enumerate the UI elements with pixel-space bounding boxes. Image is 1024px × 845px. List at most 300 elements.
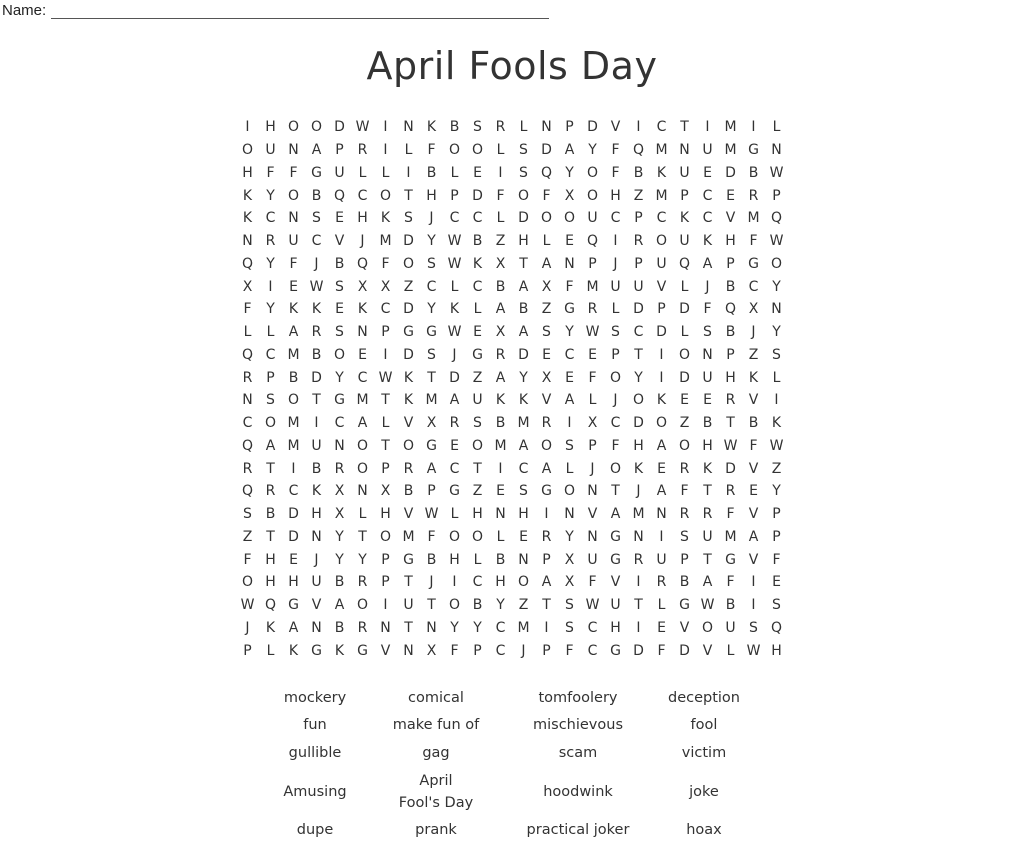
grid-letter: S [772, 597, 781, 614]
grid-letter: I [751, 574, 756, 591]
grid-letter: W [769, 233, 784, 250]
grid-letter: H [725, 369, 736, 386]
word-item: hoax [686, 822, 722, 839]
grid-letter: Q [241, 437, 254, 454]
grid-letter: G [357, 642, 368, 659]
grid-letter: N [311, 528, 322, 545]
grid-letter: T [519, 255, 528, 272]
grid-letter: Z [518, 597, 529, 614]
grid-row [236, 344, 788, 367]
grid-letter: G [288, 597, 299, 614]
grid-letter: U [311, 437, 322, 454]
word-item: dupe [296, 822, 334, 839]
grid-letter: A [541, 574, 552, 591]
name-label: Name: [2, 2, 47, 19]
grid-letter: O [448, 142, 461, 159]
grid-letter: I [659, 528, 664, 545]
grid-letter: E [289, 551, 298, 568]
grid-letter: X [587, 415, 598, 432]
name-field[interactable] [2, 2, 549, 19]
grid-letter: T [381, 437, 390, 454]
grid-letter: U [702, 369, 713, 386]
grid-letter: E [335, 301, 344, 318]
word-item: hoodwink [543, 783, 613, 800]
grid-letter: L [243, 324, 252, 341]
grid-letter: H [380, 506, 391, 523]
grid-letter: R [702, 506, 713, 523]
grid-letter: L [266, 324, 275, 341]
grid-letter: O [609, 369, 622, 386]
grid-letter: W [424, 506, 439, 523]
grid-letter: I [452, 574, 457, 591]
grid-letter: K [449, 301, 460, 318]
word-item: gag [422, 744, 450, 761]
grid-letter: Y [634, 369, 643, 386]
grid-letter: A [656, 437, 667, 454]
name-blank-line[interactable] [51, 4, 549, 19]
grid-letter: S [335, 324, 344, 341]
grid-letter: P [243, 642, 252, 659]
grid-letter: O [310, 119, 323, 136]
grid-row [236, 366, 788, 389]
grid-letter: K [472, 255, 483, 272]
grid-letter: Y [335, 528, 344, 545]
grid-letter: I [751, 119, 756, 136]
grid-letter: F [496, 187, 505, 204]
grid-letter: T [404, 619, 413, 636]
grid-letter: H [472, 506, 483, 523]
grid-letter: X [426, 415, 437, 432]
grid-letter: N [288, 142, 299, 159]
grid-letter: E [749, 483, 758, 500]
grid-letter: S [519, 164, 528, 181]
grid-letter: Q [586, 233, 599, 250]
grid-letter: I [636, 119, 641, 136]
grid-letter: C [518, 460, 529, 477]
grid-letter: G [334, 392, 345, 409]
word-bank-row [250, 712, 770, 740]
word-item: gullible [288, 744, 342, 761]
grid-letter: F [680, 483, 689, 500]
grid-letter: F [749, 233, 758, 250]
grid-letter: Z [495, 233, 506, 250]
grid-letter: Q [540, 164, 553, 181]
grid-letter: Y [450, 619, 459, 636]
grid-letter: A [288, 619, 299, 636]
grid-letter: L [680, 278, 689, 295]
grid-letter: D [288, 506, 299, 523]
grid-letter: B [472, 233, 483, 250]
grid-row [236, 435, 788, 458]
grid-letter: X [380, 278, 391, 295]
grid-letter: Y [519, 369, 528, 386]
grid-letter: A [357, 415, 368, 432]
grid-letter: H [265, 119, 276, 136]
grid-letter: N [242, 233, 253, 250]
grid-letter: Q [333, 187, 346, 204]
grid-letter: B [265, 506, 276, 523]
grid-letter: I [567, 415, 572, 432]
grid-letter: H [242, 164, 253, 181]
grid-letter: B [702, 415, 713, 432]
grid-letter: J [245, 619, 250, 636]
grid-letter: I [406, 164, 411, 181]
grid-letter: B [495, 415, 506, 432]
grid-letter: B [449, 119, 460, 136]
grid-letter: F [749, 437, 758, 454]
grid-letter: H [518, 506, 529, 523]
grid-letter: X [748, 301, 759, 318]
grid-letter: F [726, 574, 735, 591]
grid-letter: S [542, 324, 551, 341]
grid-letter: R [495, 346, 506, 363]
grid-letter: N [587, 483, 598, 500]
grid-letter: C [426, 278, 437, 295]
grid-letter: Z [472, 483, 483, 500]
grid-letter: W [378, 369, 393, 386]
grid-letter: O [586, 164, 599, 181]
grid-letter: B [725, 278, 736, 295]
grid-letter: I [291, 460, 296, 477]
grid-letter: W [240, 597, 255, 614]
grid-letter: T [611, 483, 620, 500]
grid-letter: I [383, 142, 388, 159]
word-bank-row [250, 817, 770, 845]
grid-letter: S [519, 483, 528, 500]
grid-letter: T [427, 597, 436, 614]
grid-letter: H [495, 574, 506, 591]
grid-letter: H [311, 506, 322, 523]
grid-letter: Q [241, 483, 254, 500]
grid-row [236, 253, 788, 276]
grid-letter: G [610, 642, 621, 659]
grid-letter: H [426, 187, 437, 204]
grid-letter: K [633, 460, 644, 477]
grid-letter: L [565, 460, 574, 477]
grid-letter: O [241, 574, 254, 591]
grid-letter: Q [770, 619, 783, 636]
grid-row [236, 526, 788, 549]
grid-letter: I [544, 619, 549, 636]
grid-letter: E [473, 164, 482, 181]
grid-letter: D [311, 369, 322, 386]
grid-letter: C [587, 642, 598, 659]
grid-letter: L [496, 528, 505, 545]
grid-letter: I [383, 346, 388, 363]
grid-letter: T [726, 415, 735, 432]
grid-letter: F [611, 164, 620, 181]
grid-letter: P [634, 210, 643, 227]
grid-row [236, 480, 788, 503]
grid-letter: F [703, 301, 712, 318]
grid-letter: R [265, 483, 276, 500]
grid-letter: J [429, 210, 434, 227]
grid-letter: A [518, 324, 529, 341]
grid-letter: C [265, 210, 276, 227]
grid-letter: R [541, 415, 552, 432]
grid-letter: P [772, 506, 781, 523]
grid-letter: L [772, 119, 781, 136]
grid-letter: U [702, 528, 713, 545]
grid-letter: T [703, 551, 712, 568]
grid-letter: P [680, 551, 689, 568]
grid-letter: L [496, 210, 505, 227]
grid-letter: E [496, 483, 505, 500]
grid-letter: P [680, 187, 689, 204]
grid-letter: W [447, 233, 462, 250]
word-item: deception [668, 689, 740, 706]
grid-letter: M [494, 437, 507, 454]
grid-letter: F [611, 142, 620, 159]
grid-letter: B [311, 460, 322, 477]
grid-letter: N [679, 142, 690, 159]
grid-letter: P [772, 187, 781, 204]
grid-letter: N [564, 506, 575, 523]
grid-letter: K [702, 460, 713, 477]
grid-letter: J [613, 255, 618, 272]
grid-letter: V [403, 506, 414, 523]
grid-letter: E [519, 528, 528, 545]
grid-letter: L [726, 642, 735, 659]
grid-letter: L [473, 551, 482, 568]
grid-letter: V [748, 506, 759, 523]
grid-letter: S [703, 324, 712, 341]
grid-letter: C [610, 415, 621, 432]
grid-letter: N [357, 324, 368, 341]
grid-letter: B [311, 346, 322, 363]
grid-letter: O [356, 460, 369, 477]
grid-letter: E [703, 164, 712, 181]
grid-letter: B [403, 483, 414, 500]
grid-letter: A [518, 278, 529, 295]
grid-letter: K [311, 301, 322, 318]
grid-letter: R [403, 460, 414, 477]
grid-row [236, 503, 788, 526]
grid-letter: Z [541, 301, 552, 318]
grid-letter: X [334, 506, 345, 523]
grid-letter: A [702, 255, 713, 272]
grid-letter: W [355, 119, 370, 136]
grid-row [236, 298, 788, 321]
grid-letter: H [702, 437, 713, 454]
grid-letter: S [680, 528, 689, 545]
grid-letter: H [518, 233, 529, 250]
grid-letter: V [587, 506, 598, 523]
grid-letter: B [748, 415, 759, 432]
grid-letter: M [379, 233, 392, 250]
grid-letter: N [242, 392, 253, 409]
grid-letter: D [403, 346, 414, 363]
grid-letter: E [473, 324, 482, 341]
grid-letter: I [751, 597, 756, 614]
grid-letter: V [403, 415, 414, 432]
grid-row [236, 617, 788, 640]
grid-letter: P [726, 346, 735, 363]
grid-letter: N [656, 506, 667, 523]
grid-letter: Y [266, 255, 275, 272]
grid-row [236, 184, 788, 207]
grid-letter: U [472, 392, 483, 409]
grid-letter: K [380, 210, 391, 227]
grid-letter: E [703, 392, 712, 409]
grid-letter: N [495, 506, 506, 523]
grid-row [236, 116, 788, 139]
grid-letter: G [403, 324, 414, 341]
grid-letter: V [311, 597, 322, 614]
grid-letter: O [609, 460, 622, 477]
grid-letter: D [679, 369, 690, 386]
grid-letter: W [447, 324, 462, 341]
grid-letter: F [726, 506, 735, 523]
grid-letter: Y [335, 551, 344, 568]
grid-letter: U [265, 142, 276, 159]
grid-letter: M [287, 437, 300, 454]
grid-letter: L [266, 642, 275, 659]
grid-letter: P [772, 528, 781, 545]
grid-letter: B [426, 551, 437, 568]
grid-letter: W [769, 437, 784, 454]
grid-letter: P [381, 551, 390, 568]
grid-letter: E [565, 233, 574, 250]
grid-letter: C [334, 415, 345, 432]
grid-letter: V [541, 392, 552, 409]
grid-letter: L [358, 164, 367, 181]
grid-letter: X [380, 483, 391, 500]
grid-letter: B [748, 164, 759, 181]
grid-letter: Y [358, 551, 367, 568]
grid-letter: N [334, 437, 345, 454]
grid-letter: V [748, 460, 759, 477]
grid-letter: M [724, 528, 737, 545]
grid-letter: Z [472, 369, 483, 386]
grid-letter: P [266, 369, 275, 386]
grid-letter: J [636, 483, 641, 500]
grid-letter: P [657, 301, 666, 318]
grid-letter: Y [473, 619, 482, 636]
grid-letter: I [636, 619, 641, 636]
grid-letter: W [309, 278, 324, 295]
grid-letter: V [334, 233, 345, 250]
grid-letter: F [542, 187, 551, 204]
grid-letter: Y [772, 324, 781, 341]
word-item: mockery [283, 689, 347, 706]
grid-letter: H [610, 187, 621, 204]
grid-letter: N [771, 301, 782, 318]
grid-letter: G [449, 483, 460, 500]
grid-letter: J [429, 574, 434, 591]
grid-letter: O [356, 597, 369, 614]
grid-letter: P [427, 483, 436, 500]
grid-letter: S [565, 597, 574, 614]
grid-letter: P [450, 187, 459, 204]
grid-letter: N [587, 528, 598, 545]
grid-letter: D [633, 642, 644, 659]
grid-letter: K [518, 392, 529, 409]
grid-letter: G [610, 528, 621, 545]
grid-letter: N [311, 619, 322, 636]
grid-letter: T [381, 392, 390, 409]
grid-letter: C [748, 278, 759, 295]
grid-letter: O [471, 437, 484, 454]
grid-letter: K [357, 301, 368, 318]
grid-letter: O [287, 187, 300, 204]
grid-letter: C [564, 346, 575, 363]
word-bank [250, 684, 770, 844]
grid-letter: U [334, 164, 345, 181]
grid-row [236, 548, 788, 571]
grid-letter: R [541, 528, 552, 545]
grid-letter: K [403, 369, 414, 386]
grid-letter: B [472, 597, 483, 614]
grid-letter: W [585, 324, 600, 341]
grid-letter: F [243, 551, 252, 568]
grid-letter: P [542, 551, 551, 568]
grid-letter: X [564, 551, 575, 568]
grid-letter: K [656, 164, 667, 181]
grid-letter: K [403, 392, 414, 409]
word-item: fool [690, 717, 718, 734]
grid-letter: T [634, 597, 643, 614]
grid-letter: H [610, 619, 621, 636]
grid-letter: I [383, 597, 388, 614]
grid-letter: C [472, 574, 483, 591]
grid-letter: Z [633, 187, 644, 204]
grid-letter: R [633, 233, 644, 250]
grid-letter: G [426, 437, 437, 454]
grid-letter: D [679, 642, 690, 659]
grid-letter: X [242, 278, 253, 295]
grid-letter: B [334, 255, 345, 272]
word-bank-row [250, 739, 770, 767]
grid-letter: U [633, 278, 644, 295]
grid-letter: S [427, 346, 436, 363]
grid-letter: U [702, 142, 713, 159]
grid-row [236, 412, 788, 435]
grid-letter: A [265, 437, 276, 454]
grid-letter: Q [264, 597, 277, 614]
grid-letter: Y [427, 233, 436, 250]
grid-letter: C [656, 210, 667, 227]
grid-letter: A [495, 369, 506, 386]
grid-letter: F [289, 164, 298, 181]
grid-letter: I [774, 392, 779, 409]
grid-letter: N [403, 119, 414, 136]
grid-letter: L [496, 142, 505, 159]
grid-letter: F [588, 574, 597, 591]
grid-letter: H [449, 551, 460, 568]
grid-letter: A [495, 301, 506, 318]
grid-letter: F [565, 278, 574, 295]
grid-letter: M [586, 278, 599, 295]
grid-letter: V [610, 574, 621, 591]
grid-letter: I [636, 574, 641, 591]
grid-letter: V [748, 551, 759, 568]
grid-letter: N [541, 119, 552, 136]
grid-letter: E [565, 369, 574, 386]
grid-letter: D [633, 415, 644, 432]
grid-letter: O [264, 415, 277, 432]
grid-letter: E [335, 210, 344, 227]
grid-row [236, 457, 788, 480]
grid-letter: M [517, 415, 530, 432]
grid-letter: O [448, 597, 461, 614]
grid-letter: W [746, 642, 761, 659]
grid-letter: N [564, 255, 575, 272]
grid-letter: D [472, 187, 483, 204]
grid-letter: O [448, 528, 461, 545]
grid-letter: D [334, 119, 345, 136]
grid-letter: D [541, 142, 552, 159]
